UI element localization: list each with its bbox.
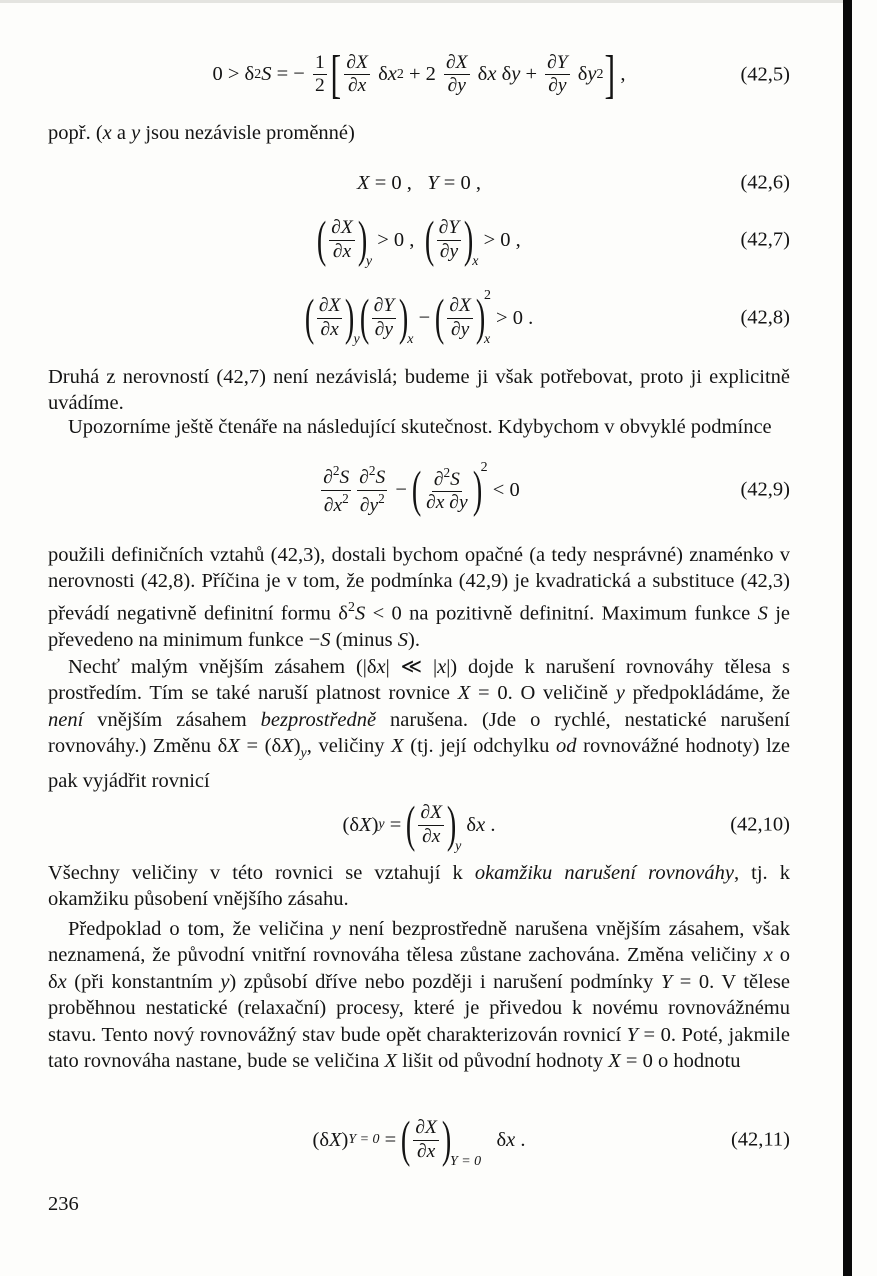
numerator	[344, 53, 370, 75]
text-run: = (δ	[239, 735, 282, 758]
left-bracket: [	[330, 45, 341, 105]
paren-group	[305, 289, 360, 347]
italic-symbol: X	[357, 171, 370, 194]
italic-symbol: Y	[448, 217, 460, 239]
numerator	[357, 464, 387, 490]
text-run: δ	[372, 63, 388, 86]
text-run: 1	[314, 52, 325, 74]
text-run: je převedeno na minimum funkce −	[48, 602, 791, 651]
text-run: > 0 ,	[372, 228, 425, 251]
italic-symbol: x	[342, 240, 352, 262]
equation-body	[313, 1111, 526, 1169]
denominator	[346, 75, 368, 96]
italic-symbol: Y	[427, 171, 439, 194]
denominator	[420, 826, 442, 847]
text-run: = 0 ,	[369, 171, 428, 194]
italic-symbol: není	[48, 708, 84, 731]
text-run: < 0	[487, 478, 520, 501]
denominator	[424, 492, 469, 513]
text-run: ∂	[323, 467, 333, 489]
paren-scripts	[450, 1111, 481, 1169]
subscript: y	[353, 332, 360, 348]
paren-group	[425, 211, 479, 269]
numerator	[447, 296, 473, 318]
fraction	[372, 296, 396, 340]
equation-body	[357, 172, 481, 195]
text-run: o δ	[48, 944, 791, 993]
italic-symbol: X	[359, 813, 372, 836]
right-paren: )	[345, 289, 355, 347]
italic-symbol: x	[357, 75, 367, 97]
text-run: δ	[461, 813, 477, 836]
text-run: vnějším zásahem	[83, 708, 261, 731]
equation-42-8	[48, 278, 790, 358]
text-run: .	[485, 813, 496, 836]
fraction	[413, 1118, 439, 1162]
page-number: 236	[48, 1193, 79, 1215]
paragraph	[48, 542, 790, 653]
fraction	[313, 53, 327, 97]
italic-symbol: x	[476, 813, 486, 836]
denominator	[331, 241, 353, 262]
text-run: .	[515, 1128, 526, 1151]
fraction	[437, 218, 461, 262]
text-run: ∂	[416, 1140, 427, 1162]
text-run: =	[379, 1128, 402, 1151]
italic-symbol: X	[281, 735, 294, 758]
subscript	[348, 1132, 379, 1148]
numerator	[372, 296, 396, 318]
right-paren: )	[472, 461, 482, 519]
text-run: −	[390, 478, 413, 501]
equation-label: (42,8)	[740, 306, 790, 329]
fraction	[418, 803, 444, 847]
text-run: ∂	[348, 75, 358, 97]
fraction	[344, 53, 370, 97]
text-run: (tj. její odchylku	[403, 735, 557, 758]
text-run: Upozorníme ještě čtenáře na následující skutečnost. Kdybychom v obvyklé podmínce	[68, 416, 772, 438]
italic-symbol: x	[102, 122, 112, 144]
italic-symbol: X	[455, 52, 468, 74]
text-run: a	[111, 122, 132, 144]
text-run: lišit od původní hodnoty	[396, 1050, 609, 1073]
superscript	[397, 67, 404, 83]
text-run: δ	[572, 63, 588, 86]
paragraph	[48, 414, 790, 440]
italic-symbol: x	[426, 1140, 436, 1162]
text-run: Nechť malým vnějším zásahem (|δ	[68, 656, 377, 678]
superscript	[450, 1111, 481, 1125]
italic-symbol: X	[430, 802, 443, 824]
equation-body	[317, 211, 521, 269]
text-run: ∂	[548, 75, 558, 97]
right-paren: )	[464, 211, 474, 269]
text-run: 2	[342, 490, 349, 506]
text-run: y	[378, 817, 385, 832]
text-run: 0 > δ	[212, 63, 255, 86]
left-paren: (	[317, 211, 327, 269]
text-run: Předpoklad o tom, že veličina	[68, 918, 332, 940]
denominator	[373, 319, 395, 340]
subscript: x	[472, 254, 479, 270]
paragraph	[48, 916, 790, 1074]
italic-symbol: x	[487, 63, 497, 86]
denominator	[415, 1141, 437, 1162]
numerator	[444, 53, 470, 75]
text-run: Všechny veličiny v této rovnici se vztahují k	[48, 862, 475, 884]
denominator	[322, 491, 351, 516]
left-paren: (	[304, 289, 315, 347]
text-run: ∂	[420, 802, 431, 824]
italic-symbol: X	[424, 1117, 437, 1139]
text-run: popř. (	[48, 122, 103, 144]
denominator	[438, 241, 460, 262]
text-run: ∂	[422, 825, 432, 847]
text-run: 2	[396, 66, 404, 82]
italic-symbol: y	[511, 63, 521, 86]
equation-42-10	[48, 785, 790, 865]
fraction	[447, 296, 473, 340]
text-run: 2	[378, 490, 385, 506]
right-paren: )	[357, 211, 368, 269]
right-paren: )	[441, 1111, 452, 1169]
text-run: ∂	[359, 494, 370, 516]
text-run: ∂	[438, 217, 449, 239]
text-run: narušena. (Jde o rychlé, nestatické narušení rovnováhy.) Změnu δ	[48, 708, 790, 758]
text-run: použili definičních vztahů (42,3), dostali bychom opačné (a tedy nesprávné) znaménko v nerovnosti (42,8). Příčina je v tom, že podmínka (42,9) je kvadratická a substituce (42,3) převádí negativně definitní formu δ	[48, 544, 790, 625]
text-run: y	[300, 746, 307, 762]
text-run: 2	[254, 66, 262, 82]
italic-symbol: X	[329, 1128, 342, 1151]
subscript: x	[483, 332, 491, 348]
italic-symbol: y	[369, 494, 379, 516]
italic-symbol: y	[457, 75, 466, 97]
text-run: )	[341, 1128, 349, 1151]
italic-symbol: Y	[626, 1023, 639, 1046]
denominator	[546, 75, 568, 96]
right-bracket: ]	[604, 45, 615, 105]
equation-label: (42,6)	[740, 171, 790, 194]
text-run: (při konstantním	[66, 970, 221, 993]
superscript: 2	[480, 460, 488, 475]
italic-symbol: Y	[383, 295, 395, 317]
italic-symbol: y	[458, 492, 468, 514]
paren-group	[412, 461, 488, 519]
italic-symbol: S	[375, 467, 386, 489]
text-run: δ	[496, 63, 512, 86]
text-run: ∂	[318, 295, 329, 317]
text-run: (δ	[312, 1128, 329, 1151]
superscript	[333, 463, 340, 478]
denominator	[358, 491, 387, 516]
italic-symbol: x	[333, 494, 343, 516]
equation-body	[343, 796, 496, 854]
subscript: x	[407, 332, 414, 348]
equation-label: (42,11)	[730, 1128, 790, 1151]
text-run: Druhá z nerovností (42,7) není nezávislá; budeme ji však potřebovat, proto ji explicitně uvádíme.	[48, 366, 790, 415]
text-run: | ≪ |	[385, 656, 438, 678]
text-run: ∂	[446, 52, 456, 74]
text-run: 2	[596, 66, 604, 82]
text-run: ∂	[449, 295, 459, 317]
denominator	[318, 319, 340, 340]
text-run: ∂	[433, 469, 444, 491]
equation-42-11	[48, 1100, 790, 1180]
text-run: ∂	[447, 75, 458, 97]
italic-symbol: S	[320, 628, 331, 651]
fraction	[444, 53, 470, 97]
superscript	[378, 491, 385, 506]
scan-binding-edge	[843, 0, 852, 1276]
left-paren: (	[411, 461, 422, 519]
text-run: = −	[271, 63, 310, 86]
fraction	[357, 464, 387, 516]
equation-body	[318, 461, 519, 519]
text-run: jsou nezávisle proměnné)	[140, 122, 355, 144]
text-run: = 0. V tělese proběhnou nestatické (relaxační) procesy, které je přivedou k novému rovnovážnému stavu. Tento nový rovnovážný stav bude opět charakterizován rovnicí	[48, 970, 790, 1046]
italic-symbol: S	[397, 628, 408, 651]
superscript	[254, 67, 261, 83]
numerator	[437, 218, 461, 240]
italic-symbol: y	[449, 240, 459, 262]
italic-symbol: x	[435, 492, 445, 514]
paren-group	[317, 211, 372, 269]
italic-symbol: x	[376, 656, 386, 678]
left-paren: (	[401, 1111, 411, 1169]
numerator	[418, 803, 444, 825]
superscript	[348, 600, 355, 615]
text-run: ).	[408, 628, 420, 651]
text-run: ∂	[346, 52, 357, 74]
text-run: , veličiny	[306, 735, 392, 758]
text-run: ∂	[359, 467, 369, 489]
text-run: |) dojde k narušení rovnováhy tělesa s prostředím. Tím se také naruší platnost rovnice	[48, 656, 790, 705]
text-run: ∂	[426, 492, 436, 514]
italic-symbol: X	[457, 682, 471, 705]
subscript: y	[455, 839, 462, 855]
fraction	[317, 296, 343, 340]
italic-symbol: x	[57, 970, 67, 993]
italic-symbol: Y	[556, 52, 568, 74]
numerator	[413, 1118, 439, 1140]
left-paren: (	[406, 796, 416, 854]
italic-symbol: X	[458, 295, 471, 317]
right-paren: )	[475, 289, 486, 347]
text-run: < 0 na pozitivně definitní. Maximum funkce	[365, 602, 758, 625]
italic-symbol: Y	[660, 970, 673, 993]
numerator	[321, 464, 351, 490]
superscript: 2	[483, 288, 491, 303]
denominator	[313, 75, 327, 96]
text-run: předpokládáme, že	[624, 682, 791, 705]
text-run: =	[384, 813, 407, 836]
italic-symbol: X	[227, 735, 240, 758]
text-run: ∂	[320, 318, 331, 340]
numerator	[545, 53, 569, 75]
italic-symbol: x	[387, 63, 397, 86]
subscript: y	[365, 254, 373, 270]
text-run: > 0 ,	[478, 228, 521, 251]
text-run: ∂	[547, 52, 557, 74]
italic-symbol: x	[431, 825, 441, 847]
text-run: , tj. k okamžiku působení vnějšího zásahu.	[48, 862, 790, 911]
italic-symbol: y	[557, 75, 567, 97]
paren-group	[406, 796, 461, 854]
text-run: Y = 0	[348, 1132, 380, 1147]
superscript	[342, 491, 349, 506]
text-run: 2	[332, 463, 340, 479]
superscript	[369, 463, 376, 478]
fraction	[321, 464, 351, 516]
text-run: = 0 o hodnotu	[620, 1050, 741, 1073]
paragraph	[48, 654, 790, 794]
superscript	[597, 67, 604, 83]
numerator	[432, 466, 462, 492]
fraction	[424, 466, 469, 514]
text-run: = 0. O veličině	[470, 682, 616, 705]
numerator	[313, 53, 327, 75]
italic-symbol: bezprostředně	[260, 708, 377, 731]
text-run: ,	[615, 63, 626, 86]
italic-symbol: S	[757, 602, 768, 625]
text-run: )	[293, 735, 301, 758]
paragraph	[48, 860, 790, 913]
text-run: + 2	[403, 63, 442, 86]
text-run: ∂	[373, 295, 384, 317]
italic-symbol: x	[506, 1128, 516, 1151]
text-run: 2	[368, 463, 376, 479]
denominator	[446, 75, 468, 96]
left-paren: (	[424, 211, 434, 269]
text-run: = 0 ,	[438, 171, 481, 194]
text-run: rovnovážné hodnoty) lze pak vyjádřit rovnicí	[48, 735, 790, 792]
equation-42-7	[48, 200, 790, 280]
text-run: 2	[347, 599, 355, 615]
equation-body	[305, 289, 533, 347]
scan-top-edge	[0, 0, 843, 3]
italic-symbol: X	[608, 1050, 621, 1073]
italic-symbol: X	[356, 52, 368, 74]
equation-body	[212, 45, 626, 105]
text-run: ∂	[332, 240, 343, 262]
italic-symbol: y	[615, 682, 625, 705]
italic-symbol: X	[391, 735, 404, 758]
text-run: ∂	[415, 1117, 425, 1139]
equation-42-9	[48, 450, 790, 530]
italic-symbol: y	[460, 318, 470, 340]
text-run: 2	[314, 75, 325, 97]
paren-group	[401, 1111, 481, 1169]
text-run: 2	[443, 465, 451, 481]
right-paren: )	[446, 796, 457, 854]
italic-symbol: od	[556, 735, 577, 758]
text-run: > 0 .	[490, 306, 534, 329]
text-run: ∂	[374, 318, 385, 340]
right-paren: )	[399, 289, 409, 347]
text-run: ∂	[444, 492, 459, 514]
text-run: (minus	[330, 628, 398, 651]
italic-symbol: y	[384, 318, 394, 340]
text-run: (δ	[342, 813, 360, 836]
subscript: Y = 0	[449, 1154, 482, 1170]
italic-symbol: X	[340, 217, 353, 239]
paragraph	[48, 364, 790, 417]
text-run: δ	[472, 63, 488, 86]
numerator	[329, 218, 355, 240]
equation-label: (42,5)	[740, 63, 790, 86]
fraction	[329, 218, 355, 262]
text-run: není bezprostředně narušena vnějším zásahem, však neznamená, že původní vnitřní rovnováha tělesa zůstane zachována. Změna veličiny	[48, 918, 790, 967]
text-run: +	[520, 63, 543, 86]
italic-symbol: S	[450, 469, 460, 491]
equation-42-5	[48, 35, 790, 115]
text-run: )	[371, 813, 379, 836]
italic-symbol: X	[328, 295, 341, 317]
left-paren: (	[435, 289, 445, 347]
italic-symbol: y	[331, 918, 341, 940]
italic-symbol: S	[339, 467, 350, 489]
text-run: ) způsobí dříve nebo později i narušení podmínky	[229, 970, 661, 993]
italic-symbol: okamžiku narušení rovnováhy	[474, 862, 734, 884]
numerator	[317, 296, 343, 318]
italic-symbol: x	[330, 318, 339, 340]
paren-group	[435, 289, 491, 347]
text-run: ∂	[439, 240, 450, 262]
italic-symbol: x	[437, 656, 447, 678]
italic-symbol: S	[354, 602, 366, 625]
italic-symbol: y	[220, 970, 230, 993]
equation-label: (42,10)	[730, 813, 790, 836]
text-run: ∂	[323, 494, 334, 516]
equation-label: (42,7)	[740, 228, 790, 251]
text-run: ∂	[450, 318, 461, 340]
text-run: δ	[481, 1128, 507, 1151]
paren-group	[360, 289, 414, 347]
text-run: −	[413, 306, 436, 329]
italic-symbol: X	[384, 1050, 397, 1073]
italic-symbol: y	[131, 122, 141, 144]
text-run: = 0. Poté, jakmile tato rovnováha nastane, bude se veličina	[48, 1023, 790, 1073]
italic-symbol: y	[587, 63, 597, 86]
bracket-group	[330, 45, 616, 105]
italic-symbol: S	[261, 63, 272, 86]
italic-symbol: x	[763, 944, 773, 967]
text-run: ∂	[331, 217, 341, 239]
left-paren: (	[359, 289, 369, 347]
fraction	[545, 53, 569, 97]
equation-label: (42,9)	[740, 478, 790, 501]
denominator	[449, 319, 471, 340]
